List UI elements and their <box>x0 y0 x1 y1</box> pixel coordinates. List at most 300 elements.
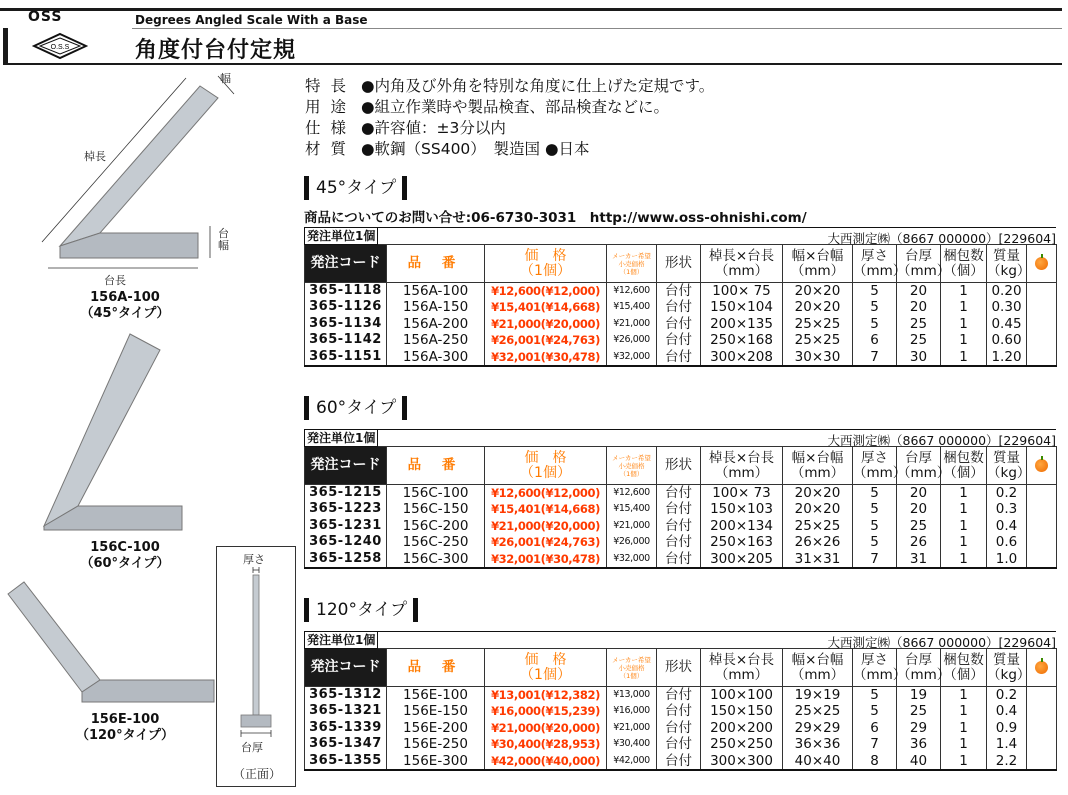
table-row <box>305 703 1057 720</box>
cell-width: 19×19 <box>783 687 853 704</box>
col-part-number: 品 番 <box>387 245 485 283</box>
order-unit: 発注単位1個 <box>304 228 378 245</box>
col-maker-price-line2: 小売価格 <box>618 461 645 470</box>
cell-price: ¥26,001(¥24,763) <box>485 332 607 349</box>
cell-order-code: 365-1231 <box>305 518 387 535</box>
col-weight-line1: 質量 <box>993 651 1020 668</box>
orange-icon <box>1035 257 1048 270</box>
product-table <box>304 446 1057 569</box>
spec-key: 仕様 <box>305 119 357 137</box>
cell-thickness: 7 <box>853 349 897 366</box>
cell-weight: 1.4 <box>987 736 1027 753</box>
cell-order-code: 365-1134 <box>305 316 387 333</box>
cell-part-number: 156C-150 <box>387 501 485 518</box>
caption-156C <box>60 540 190 572</box>
cell-thickness: 5 <box>853 703 897 720</box>
col-pack-line1: 梱包数 <box>943 247 984 264</box>
cell-weight: 0.20 <box>987 283 1027 300</box>
col-weight-line1: 質量 <box>993 247 1020 264</box>
illustration-120 <box>6 580 216 710</box>
cell-maker-price: ¥15,400 <box>607 501 657 518</box>
cell-length: 300×208 <box>701 349 783 366</box>
cell-weight: 0.4 <box>987 518 1027 535</box>
cell-price: ¥12,600(¥12,000) <box>485 485 607 502</box>
dim-width-label: 幅 <box>220 72 231 85</box>
cell-part-number: 156C-250 <box>387 534 485 551</box>
cell-thickness: 6 <box>853 332 897 349</box>
col-orange-icon <box>1027 649 1057 687</box>
cell-weight: 0.3 <box>987 501 1027 518</box>
cell-width: 29×29 <box>783 720 853 737</box>
cell-order-code: 365-1142 <box>305 332 387 349</box>
col-weight-line1: 質量 <box>993 449 1020 466</box>
cell-length: 250×168 <box>701 332 783 349</box>
cell-order-code: 365-1223 <box>305 501 387 518</box>
cell-blank <box>1027 720 1057 737</box>
cell-maker-price: ¥12,600 <box>607 485 657 502</box>
cell-part-number: 156C-100 <box>387 485 485 502</box>
cell-shape: 台付 <box>657 736 701 753</box>
cell-order-code: 365-1258 <box>305 551 387 568</box>
order-unit: 発注単位1個 <box>304 430 378 447</box>
cell-base-thickness: 25 <box>897 332 941 349</box>
cell-shape: 台付 <box>657 703 701 720</box>
cell-thickness: 7 <box>853 551 897 568</box>
col-width <box>783 649 853 687</box>
section-2 <box>304 598 1057 771</box>
col-width-line2: （mm） <box>790 262 845 279</box>
dim-base-width-label: 台幅 <box>218 227 229 252</box>
cell-length: 300×300 <box>701 753 783 770</box>
col-maker-price <box>607 447 657 485</box>
cell-order-code: 365-1118 <box>305 283 387 300</box>
cell-maker-price: ¥26,000 <box>607 332 657 349</box>
col-thickness-line2: （mm） <box>853 262 907 279</box>
col-length <box>701 447 783 485</box>
cell-base-thickness: 25 <box>897 703 941 720</box>
cell-price: ¥32,001(¥30,478) <box>485 551 607 568</box>
cell-price: ¥12,600(¥12,000) <box>485 283 607 300</box>
col-base-thickness-line2: （mm） <box>897 666 951 683</box>
cell-thickness: 5 <box>853 316 897 333</box>
spec-key: 材質 <box>305 140 357 158</box>
cell-part-number: 156E-250 <box>387 736 485 753</box>
cell-thickness: 5 <box>853 299 897 316</box>
caption-156E-type: （120°タイプ） <box>75 728 175 743</box>
cell-base-thickness: 20 <box>897 283 941 300</box>
header-bottom-rule <box>3 63 1062 65</box>
cell-thickness: 5 <box>853 518 897 535</box>
cell-width: 31×31 <box>783 551 853 568</box>
col-base-thickness-line2: （mm） <box>897 464 951 481</box>
cell-order-code: 365-1339 <box>305 720 387 737</box>
cell-thickness: 8 <box>853 753 897 770</box>
cell-weight: 0.9 <box>987 720 1027 737</box>
product-table <box>304 648 1057 771</box>
col-pack <box>941 447 987 485</box>
cell-length: 150×104 <box>701 299 783 316</box>
section-title-bar-end <box>402 176 407 200</box>
cell-base-thickness: 30 <box>897 349 941 366</box>
cell-thickness: 5 <box>853 501 897 518</box>
col-orange-icon <box>1027 245 1057 283</box>
cell-blank <box>1027 703 1057 720</box>
table-row <box>305 501 1057 518</box>
spec-value: ●軟鋼（SS400） 製造国 ●日本 <box>361 140 590 158</box>
cell-length: 100×100 <box>701 687 783 704</box>
cell-pack-qty: 1 <box>941 332 987 349</box>
col-pack-line1: 梱包数 <box>943 449 984 466</box>
cell-blank <box>1027 299 1057 316</box>
col-maker-price-line2: 小売価格 <box>618 663 645 672</box>
cell-shape: 台付 <box>657 299 701 316</box>
section-title-text: 45°タイプ <box>316 178 397 198</box>
cell-blank <box>1027 687 1057 704</box>
cell-width: 25×25 <box>783 518 853 535</box>
orange-icon <box>1035 459 1048 472</box>
col-maker-price <box>607 245 657 283</box>
col-width-line2: （mm） <box>790 464 845 481</box>
col-maker-price-line1: メーカー希望 <box>612 655 651 664</box>
col-maker-price-line2: 小売価格 <box>618 259 645 268</box>
table-header-row <box>305 447 1057 485</box>
cell-shape: 台付 <box>657 501 701 518</box>
front-thickness-label: 厚さ <box>243 553 265 566</box>
cell-blank <box>1027 485 1057 502</box>
cell-weight: 0.45 <box>987 316 1027 333</box>
col-pack-line2: （個） <box>943 262 984 279</box>
cell-order-code: 365-1347 <box>305 736 387 753</box>
col-thickness <box>853 649 907 687</box>
col-width <box>783 245 853 283</box>
table-header-row <box>305 245 1057 283</box>
cell-length: 250×163 <box>701 534 783 551</box>
cell-width: 25×25 <box>783 703 853 720</box>
col-shape: 形状 <box>657 447 701 485</box>
cell-length: 150×150 <box>701 703 783 720</box>
cell-base-thickness: 36 <box>897 736 941 753</box>
col-shape: 形状 <box>657 649 701 687</box>
maker-info: 大西測定㈱（8667 000000）[229604] <box>827 433 1056 448</box>
cell-maker-price: ¥12,600 <box>607 283 657 300</box>
col-maker-price-line1: メーカー希望 <box>612 453 651 462</box>
col-width-line1: 幅×台幅 <box>791 247 844 264</box>
cell-width: 30×30 <box>783 349 853 366</box>
cell-shape: 台付 <box>657 332 701 349</box>
cell-price: ¥42,000(¥40,000) <box>485 753 607 770</box>
cell-width: 40×40 <box>783 753 853 770</box>
cell-pack-qty: 1 <box>941 753 987 770</box>
cell-weight: 0.2 <box>987 687 1027 704</box>
col-pack-line1: 梱包数 <box>943 651 984 668</box>
cell-base-thickness: 31 <box>897 551 941 568</box>
section-title <box>304 598 1057 622</box>
col-base-thickness-line1: 台厚 <box>905 651 932 668</box>
cell-pack-qty: 1 <box>941 687 987 704</box>
cell-width: 20×20 <box>783 283 853 300</box>
cell-price: ¥13,001(¥12,382) <box>485 687 607 704</box>
spec-list <box>305 76 714 160</box>
cell-price: ¥21,000(¥20,000) <box>485 316 607 333</box>
cell-thickness: 7 <box>853 736 897 753</box>
cell-pack-qty: 1 <box>941 349 987 366</box>
cell-blank <box>1027 736 1057 753</box>
cell-order-code: 365-1126 <box>305 299 387 316</box>
col-code: 発注コード <box>305 649 387 687</box>
col-pack-line2: （個） <box>943 666 984 683</box>
orange-icon <box>1035 661 1048 674</box>
col-thickness <box>853 245 907 283</box>
col-width-line1: 幅×台幅 <box>791 449 844 466</box>
col-maker-price-line3: （1個） <box>619 469 644 478</box>
caption-156A-model: 156A-100 <box>90 290 160 305</box>
col-pack <box>941 649 987 687</box>
section-title-text: 120°タイプ <box>316 600 408 620</box>
cell-blank <box>1027 316 1057 333</box>
cell-part-number: 156E-300 <box>387 753 485 770</box>
cell-width: 25×25 <box>783 332 853 349</box>
cell-pack-qty: 1 <box>941 518 987 535</box>
col-price <box>485 649 607 687</box>
col-price-line2: （1個） <box>520 464 571 481</box>
section-title-bar-end <box>402 396 407 420</box>
cell-order-code: 365-1355 <box>305 753 387 770</box>
maker-info: 大西測定㈱（8667 000000）[229604] <box>827 231 1056 246</box>
cell-blank <box>1027 283 1057 300</box>
col-base-thickness <box>897 649 951 687</box>
cell-base-thickness: 20 <box>897 299 941 316</box>
spec-row-usage <box>305 97 714 118</box>
cell-blank <box>1027 501 1057 518</box>
table-row <box>305 753 1057 770</box>
col-base-thickness-line1: 台厚 <box>905 247 932 264</box>
cell-width: 20×20 <box>783 485 853 502</box>
table-row <box>305 736 1057 753</box>
table-header-row <box>305 649 1057 687</box>
cell-shape: 台付 <box>657 283 701 300</box>
cell-blank <box>1027 551 1057 568</box>
table-subheader <box>304 429 1056 446</box>
product-table <box>304 244 1057 367</box>
cell-price: ¥15,401(¥14,668) <box>485 501 607 518</box>
cell-maker-price: ¥26,000 <box>607 534 657 551</box>
col-maker-price <box>607 649 657 687</box>
cell-weight: 0.60 <box>987 332 1027 349</box>
dim-blade-length-label: 棹長 <box>84 150 106 163</box>
cell-part-number: 156C-300 <box>387 551 485 568</box>
cell-length: 300×205 <box>701 551 783 568</box>
section-0 <box>304 176 1057 367</box>
cell-price: ¥32,001(¥30,478) <box>485 349 607 366</box>
cell-width: 20×20 <box>783 299 853 316</box>
col-price-line2: （1個） <box>520 666 571 683</box>
cell-base-thickness: 29 <box>897 720 941 737</box>
table-row <box>305 332 1057 349</box>
cell-shape: 台付 <box>657 316 701 333</box>
cell-width: 36×36 <box>783 736 853 753</box>
cell-maker-price: ¥21,000 <box>607 720 657 737</box>
spec-key: 特長 <box>305 77 357 95</box>
cell-pack-qty: 1 <box>941 283 987 300</box>
cell-maker-price: ¥42,000 <box>607 753 657 770</box>
cell-pack-qty: 1 <box>941 501 987 518</box>
cell-length: 150×103 <box>701 501 783 518</box>
cell-price: ¥30,400(¥28,953) <box>485 736 607 753</box>
col-part-number: 品 番 <box>387 649 485 687</box>
cell-base-thickness: 20 <box>897 501 941 518</box>
caption-156E <box>60 712 190 744</box>
cell-order-code: 365-1321 <box>305 703 387 720</box>
cell-pack-qty: 1 <box>941 299 987 316</box>
table-row <box>305 551 1057 568</box>
col-length-line2: （mm） <box>714 666 769 683</box>
caption-156C-type: （60°タイプ） <box>80 556 170 571</box>
table-row <box>305 687 1057 704</box>
cell-pack-qty: 1 <box>941 316 987 333</box>
col-thickness-line1: 厚さ <box>861 247 888 264</box>
cell-order-code: 365-1240 <box>305 534 387 551</box>
header-top-rule <box>0 8 1062 11</box>
col-weight <box>987 447 1031 485</box>
cell-length: 100× 75 <box>701 283 783 300</box>
cell-maker-price: ¥30,400 <box>607 736 657 753</box>
cell-thickness: 5 <box>853 485 897 502</box>
col-maker-price-line3: （1個） <box>619 671 644 680</box>
col-price-line1: 価 格 <box>524 449 567 466</box>
col-orange-icon <box>1027 447 1057 485</box>
cell-length: 200×134 <box>701 518 783 535</box>
table-row <box>305 316 1057 333</box>
oss-logo <box>32 32 88 60</box>
section-title-text: 60°タイプ <box>316 398 397 418</box>
cell-width: 25×25 <box>783 316 853 333</box>
col-weight-line2: （kg） <box>987 262 1031 279</box>
page-header <box>0 0 1068 68</box>
cell-base-thickness: 20 <box>897 485 941 502</box>
cell-maker-price: ¥32,000 <box>607 349 657 366</box>
section-title-bar <box>304 176 309 200</box>
cell-width: 26×26 <box>783 534 853 551</box>
cell-weight: 0.6 <box>987 534 1027 551</box>
col-maker-price-line3: （1個） <box>619 267 644 276</box>
table-row <box>305 518 1057 535</box>
col-base-thickness <box>897 447 951 485</box>
cell-maker-price: ¥32,000 <box>607 551 657 568</box>
cell-blank <box>1027 534 1057 551</box>
col-length <box>701 245 783 283</box>
cell-weight: 0.4 <box>987 703 1027 720</box>
cell-blank <box>1027 332 1057 349</box>
cell-pack-qty: 1 <box>941 485 987 502</box>
cell-part-number: 156E-200 <box>387 720 485 737</box>
cell-shape: 台付 <box>657 687 701 704</box>
table-row <box>305 485 1057 502</box>
cell-thickness: 6 <box>853 720 897 737</box>
section-title-bar <box>304 598 309 622</box>
col-weight <box>987 245 1031 283</box>
front-view-box <box>216 546 296 787</box>
col-length-line2: （mm） <box>714 464 769 481</box>
caption-156A-type: （45°タイプ） <box>80 306 170 321</box>
cell-shape: 台付 <box>657 551 701 568</box>
col-width-line2: （mm） <box>790 666 845 683</box>
header-side-bar <box>3 28 8 64</box>
caption-156C-model: 156C-100 <box>90 540 160 555</box>
cell-shape: 台付 <box>657 518 701 535</box>
cell-pack-qty: 1 <box>941 534 987 551</box>
table-row <box>305 349 1057 366</box>
title-japanese: 角度付台付定規 <box>135 38 297 63</box>
caption-156A <box>60 290 190 322</box>
cell-part-number: 156A-300 <box>387 349 485 366</box>
col-shape: 形状 <box>657 245 701 283</box>
spec-value: ●組立作業時や製品検査、部品検査などに。 <box>361 98 670 116</box>
spec-row-material <box>305 139 714 160</box>
illustration-45 <box>20 68 250 293</box>
cell-pack-qty: 1 <box>941 720 987 737</box>
front-base-thickness-label: 台厚 <box>241 741 263 754</box>
table-subheader <box>304 227 1056 244</box>
cell-price: ¥21,000(¥20,000) <box>485 720 607 737</box>
cell-base-thickness: 25 <box>897 518 941 535</box>
cell-blank <box>1027 753 1057 770</box>
cell-blank <box>1027 518 1057 535</box>
dim-base-length-label: 台長 <box>104 274 126 287</box>
spec-value: ●内角及び外角を特別な角度に仕上げた定規です。 <box>361 77 715 95</box>
cell-part-number: 156C-200 <box>387 518 485 535</box>
contact-line: 商品についてのお問い合せ:06-6730-3031 http://www.oss-ohnishi.com/ <box>304 210 807 226</box>
cell-part-number: 156A-250 <box>387 332 485 349</box>
cell-pack-qty: 1 <box>941 551 987 568</box>
spec-value: ●許容値：±3分以内 <box>361 119 506 137</box>
col-base-thickness-line2: （mm） <box>897 262 951 279</box>
cell-maker-price: ¥13,000 <box>607 687 657 704</box>
cell-price: ¥26,001(¥24,763) <box>485 534 607 551</box>
header-mid-rule <box>132 28 1062 29</box>
cell-price: ¥15,401(¥14,668) <box>485 299 607 316</box>
col-length-line2: （mm） <box>714 262 769 279</box>
cell-order-code: 365-1151 <box>305 349 387 366</box>
cell-weight: 2.2 <box>987 753 1027 770</box>
cell-part-number: 156A-150 <box>387 299 485 316</box>
cell-shape: 台付 <box>657 753 701 770</box>
spec-key: 用途 <box>305 98 357 116</box>
col-width <box>783 447 853 485</box>
col-price <box>485 245 607 283</box>
cell-pack-qty: 1 <box>941 736 987 753</box>
col-length-line1: 棹長×台長 <box>708 247 775 264</box>
table-row <box>305 283 1057 300</box>
front-view-label: （正面） <box>233 767 282 781</box>
col-length <box>701 649 783 687</box>
col-pack-line2: （個） <box>943 464 984 481</box>
cell-order-code: 365-1312 <box>305 687 387 704</box>
table-row <box>305 299 1057 316</box>
maker-info: 大西測定㈱（8667 000000）[229604] <box>827 635 1056 650</box>
cell-part-number: 156A-200 <box>387 316 485 333</box>
cell-part-number: 156E-150 <box>387 703 485 720</box>
cell-length: 200×200 <box>701 720 783 737</box>
cell-thickness: 5 <box>853 534 897 551</box>
col-thickness-line2: （mm） <box>853 666 907 683</box>
cell-base-thickness: 40 <box>897 753 941 770</box>
cell-shape: 台付 <box>657 720 701 737</box>
col-length-line1: 棹長×台長 <box>708 449 775 466</box>
cell-width: 20×20 <box>783 501 853 518</box>
table-row <box>305 534 1057 551</box>
cell-thickness: 5 <box>853 283 897 300</box>
col-price-line2: （1個） <box>520 262 571 279</box>
